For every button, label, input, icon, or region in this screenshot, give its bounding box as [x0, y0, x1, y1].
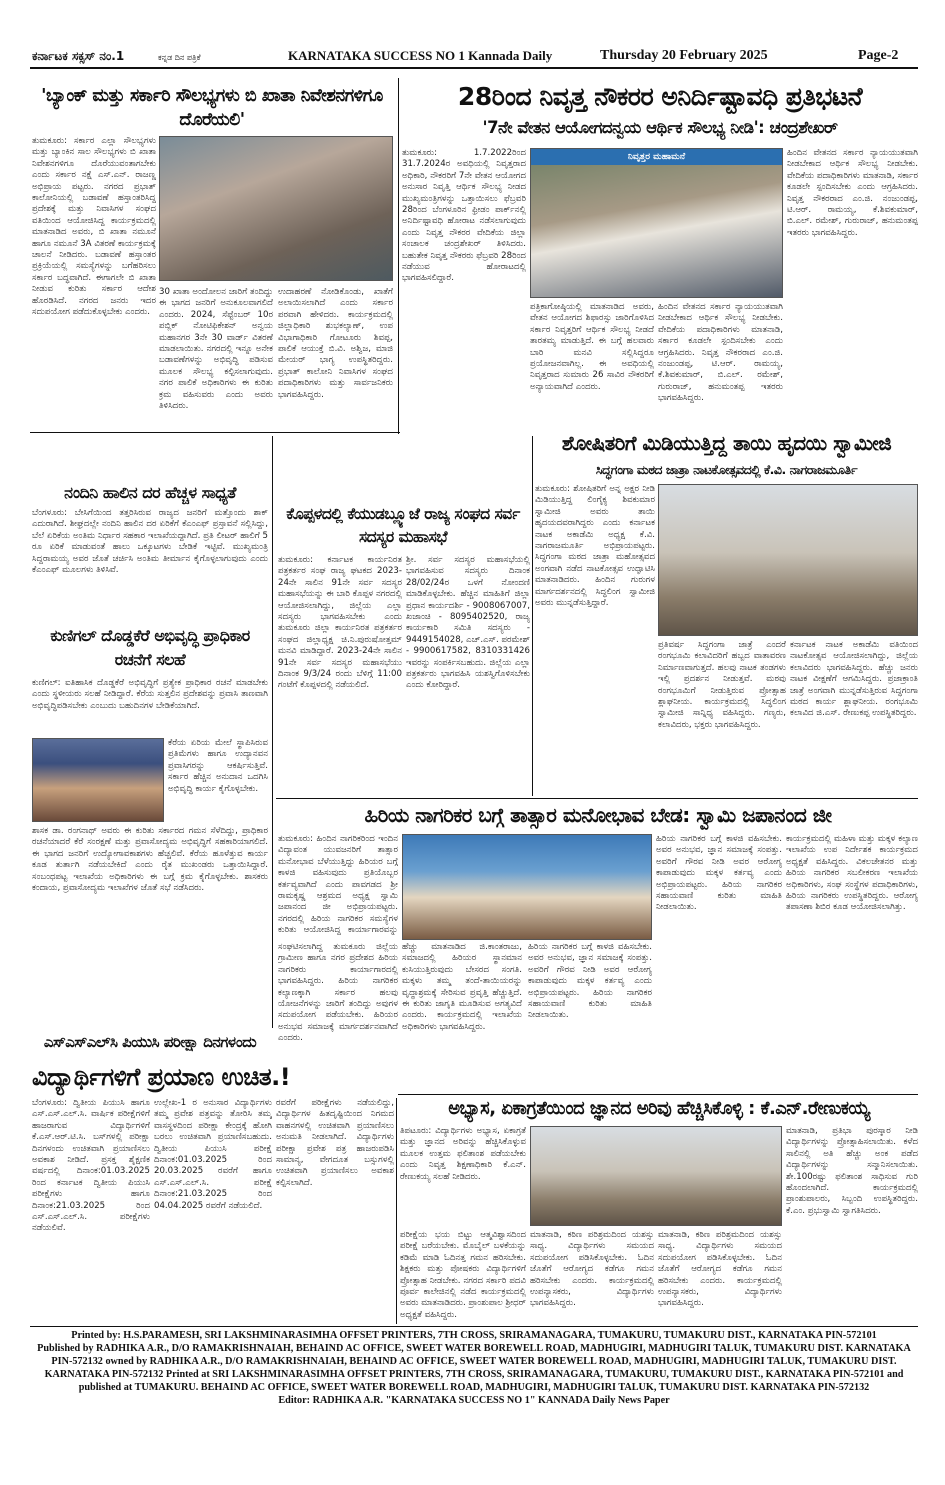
column-divider-3 [532, 436, 533, 796]
study-col4: ಮಾತನಾಡಿ, ಪ್ರತಿಭಾ ಪುರಸ್ಕಾರ ನೀಡಿ ವಿದ್ಯಾರ್ಥಿಗಳನ್ನು ಪ್ರೋತ್ಸಾಹಿಸಲಾಯಿತು. ಕಳೆದ ಸಾಲಿನಲ್ಲಿ ಅತಿ ಹೆಚ್ಚು ಅಂಕ ಪಡೆದ ವಿದ್ಯಾರ್ಥಿಗಳನ್ನು ಸನ್ಮಾನಿಸಲಾಯಿತು. ಶೇ.100ರಷ್ಟು ಫಲಿತಾಂಶ ಸಾಧಿಸುವ ಗುರಿ ಹೊಂದಲಾಗಿದೆ. ಕಾರ್ಯಕ್ರಮದಲ್ಲಿ ಪ್ರಾಂಶುಪಾಲರು, ಸಿಬ್ಬಂದಿ ಉಪಸ್ಥಿತರಿದ್ದರು. ಕೆ.ಎಂ. ಪ್ರಭುಸ್ವಾಮಿ ಸ್ವಾಗತಿಸಿದರು. [786, 1126, 918, 1216]
koppal-col2: ಶ್ರೀ. ಸರ್ವ ಸದಸ್ಯರ ಮಹಾಸಭೆಯಲ್ಲಿ ಭಾಗವಹಿಸುವ ಸದಸ್ಯರು ದಿನಾಂಕ 28/02/24ರ ಒಳಗೆ ನೋಂದಣಿ ಮಾಡಿಕೊಳ್ಳಬೇಕು. ಹೆಚ್ಚಿನ ಮಾಹಿತಿಗೆ ಜಿಲ್ಲಾ ಪ್ರಧಾನ ಕಾರ್ಯದರ್ಶಿ - 9008067007, ಖಜಾಂಚಿ - 8095402520, ರಾಜ್ಯ ಕಾರ್ಯಕಾರಿ ಸಮಿತಿ ಸದಸ್ಯರು - 9449154028, ಎಚ್.ಎಸ್. ಪರಮೇಶ್ - 9900617582, 8310331426 ಇವರನ್ನು ಸಂಪರ್ಕಿಸಬಹುದು. ಜಿಲ್ಲೆಯ ಎಲ್ಲಾ ಪತ್ರಕರ್ತರು ಭಾಗವಹಿಸಿ ಯಶಸ್ವಿಗೊಳಿಸಬೇಕು ಎಂದು ಕೋರಿದ್ದಾರೆ. [406, 555, 530, 691]
milk-body: ಬೆಂಗಳೂರು: ಬೇಸಿಗೆಯಿಂದ ತತ್ತರಿಸಿರುವ ರಾಜ್ಯದ ಜನರಿಗೆ ಮತ್ತೊಂದು ಶಾಕ್ ಎದುರಾಗಿದೆ. ಶೀಘ್ರದಲ್ಲೇ ನಂದಿನಿ ಹಾಲಿನ ದರ ಏರಿಕೆಗೆ ಕೆಎಂಎಫ್ ಪ್ರಸ್ತಾವನೆ ಸಲ್ಲಿಸಿದ್ದು, ಬೆಲೆ ಏರಿಕೆಯ ಅಂತಿಮ ನಿರ್ಧಾರ ಸಹಕಾರ ಇಲಾಖೆಯದ್ದಾಗಿದೆ. ಪ್ರತಿ ಲೀಟರ್ ಹಾಲಿಗೆ 5 ರೂ ಏರಿಕೆ ಮಾಡುವಂತೆ ಹಾಲು ಒಕ್ಕೂಟಗಳು ಬೇಡಿಕೆ ಇಟ್ಟಿವೆ. ಮುಖ್ಯಮಂತ್ರಿ ಸಿದ್ದರಾಮಯ್ಯ ಅವರ ಜೊತೆ ಚರ್ಚಿಸಿ ಅಂತಿಮ ತೀರ್ಮಾನ ಕೈಗೊಳ್ಳಲಾಗುವುದು ಎಂದು ಕೆಎಂಎಫ್ ಮೂಲಗಳು ತಿಳಿಸಿವೆ. [32, 508, 268, 576]
retired-col3: ಹಿಂದಿನ ವೇತನದ ಸರ್ಕಾರ ನ್ಯಾಯಯುತವಾಗಿ ನೀಡಬೇಕಾದ ಆರ್ಥಿಕ ಸೌಲಭ್ಯ ನೀಡಬೇಕು. ವೇದಿಕೆಯ ಪದಾಧಿಕಾರಿಗಳು ಮಾತನಾಡಿ, ಸರ್ಕಾರ ಕೂಡಲೇ ಸ್ಪಂದಿಸಬೇಕು ಎಂದು ಆಗ್ರಹಿಸಿದರು. ನಿವೃತ್ತ ನೌಕರರಾದ ಎಂ.ಜಿ. ನಂಜುಂಡಪ್ಪ, ಟಿ.ಆರ್. ರಾಮಯ್ಯ, ಕೆ.ಶಿವಕುಮಾರ್, ಬಿ.ಎಲ್. ರಮೇಶ್, ಗುರುರಾಜ್, ಹನುಮಂತಪ್ಪ ಇತರರು ಭಾಗವಹಿಸಿದ್ದರು. [787, 148, 918, 238]
footer-rule [30, 1326, 918, 1327]
footer-line-4: KARNATAKA PIN-572132 Printed at SRI LAKSHMINARASIMHA OFFSET PRINTERS, 7TH CROSS, SRIRAMANAGARA, TUMAKURU, TUMAKURU DIST., KARNATAKA PIN-572101 and [44, 1369, 904, 1380]
column-divider-4 [396, 1098, 397, 1324]
kunigal-body3: ಶಾಸಕ ಡಾ. ರಂಗನಾಥ್ ಅವರು ಈ ಕುರಿತು ಸರ್ಕಾರದ ಗಮನ ಸೆಳೆದಿದ್ದು, ಪ್ರಾಧಿಕಾರ ರಚನೆಯಾದರೆ ಕೆರೆ ಸಂರಕ್ಷಣೆ ಮತ್ತು ಪ್ರವಾಸೋದ್ಯಮ ಅಭಿವೃದ್ಧಿಗೆ ಸಹಕಾರಿಯಾಗಲಿದೆ. ಈ ಭಾಗದ ಜನರಿಗೆ ಉದ್ಯೋಗಾವಕಾಶಗಳು ಹೆಚ್ಚಲಿವೆ. ಕೆರೆಯ ಹೂಳೆತ್ತುವ ಕಾರ್ಯ ಕೂಡ ತುರ್ತಾಗಿ ನಡೆಯಬೇಕಿದೆ ಎಂದು ರೈತ ಮುಖಂಡರು ಒತ್ತಾಯಿಸಿದ್ದಾರೆ. ಸಂಬಂಧಪಟ್ಟ ಇಲಾಖೆಯ ಅಧಿಕಾರಿಗಳು ಈ ಬಗ್ಗೆ ಕ್ರಮ ಕೈಗೊಳ್ಳಬೇಕು. ಶಾಸಕರು ಕಂದಾಯ, ಪ್ರವಾಸೋದ್ಯಮ ಇಲಾಖೆಗಳ ಜೊತೆ ಸಭೆ ನಡೆಸಿದರು. [32, 826, 268, 894]
elders-col2: ಸಂಘಟಿಸಲಾಗಿದ್ದ ತುಮಕೂರು ಜಿಲ್ಲೆಯ ಗ್ರಾಮೀಣ ಹಾಗೂ ನಗರ ಪ್ರದೇಶದ ಹಿರಿಯ ನಾಗರಿಕರು ಕಾರ್ಯಾಗಾರದಲ್ಲಿ ಭಾಗವಹಿಸಿದ್ದರು. ಹಿರಿಯ ನಾಗರಿಕರ ಕಲ್ಯಾಣಕ್ಕಾಗಿ ಸರ್ಕಾರ ಹಲವು ಯೋಜನೆಗಳನ್ನು ಜಾರಿಗೆ ತಂದಿದ್ದು ಅವುಗಳ ಸದುಪಯೋಗ ಪಡೆಯಬೇಕು. ಹಿರಿಯರ ಅನುಭವ ಸಮಾಜಕ್ಕೆ ಮಾರ್ಗದರ್ಶನವಾಗಿದೆ ಎಂದರು. [278, 942, 398, 1044]
column-divider-2 [272, 436, 273, 1028]
milk-headline: ನಂದಿನಿ ಹಾಲಿನ ದರ ಹೆಚ್ಚಳ ಸಾಧ್ಯತೆ [64, 483, 236, 502]
bank-col2: 30 ಖಾತಾ ಅಂದೋಲನ ಜಾರಿಗೆ ತಂದಿದ್ದು ಈ ಭಾಗದ ಜನರಿಗೆ ಅನುಕೂಲವಾಗಲಿದೆ ಎಂದರು. 2024, ಸೆಪ್ಟೆಂಬರ್ 10ರ ಪಬ್ಲಿಕ್ ನೋಟಿಫಿಕೇಶನ್ ಅನ್ವಯ ಮಹಾನಗರ 3ನೇ 30 ವಾರ್ಡ್ ವಿತರಣೆ ಮಾಡಲಾಯಿತು. ನಗರದಲ್ಲಿ ಇನ್ನೂ ಅನೇಕ ಬಡಾವಣೆಗಳನ್ನು ಅಭಿವೃದ್ಧಿ ಪಡಿಸುವ ಮೂಲಕ ಸೌಲಭ್ಯ ಕಲ್ಪಿಸಲಾಗುವುದು. ನಗರ ಪಾಲಿಕೆ ಅಧಿಕಾರಿಗಳು ಈ ಕುರಿತು ಕ್ರಮ ವಹಿಸುವರು ಎಂದು ಅವರು ತಿಳಿಸಿದರು. [159, 287, 273, 412]
elders-col4: ಹಿರಿಯ ನಾಗರಿಕರ ಬಗ್ಗೆ ಕಾಳಜಿ ವಹಿಸಬೇಕು. ಅವರ ಅನುಭವ, ಜ್ಞಾನ ಸಮಾಜಕ್ಕೆ ಸಂಪತ್ತು. ಅವರಿಗೆ ಗೌರವ ನೀಡಿ ಅವರ ಆರೋಗ್ಯ ಕಾಪಾಡುವುದು ಮಕ್ಕಳ ಕರ್ತವ್ಯ ಎಂದು ಅಭಿಪ್ರಾಯಪಟ್ಟರು. ಹಿರಿಯ ನಾಗರಿಕರ ಸಹಾಯವಾಣಿ ಕುರಿತು ಮಾಹಿತಿ ನೀಡಲಾಯಿತು. [528, 942, 652, 1021]
retired-photo-banner: ನಿವೃತ್ತರ ಮಹಾಮನೆ [531, 149, 782, 165]
swamiji-photo [658, 484, 918, 636]
kunigal-body2: ಕೆರೆಯ ಏರಿಯ ಮೇಲೆ ಸ್ಥಾಪಿಸಿರುವ ಪ್ರತಿಮೆಗಳು ಹಾಗೂ ಉದ್ಯಾನವನ ಪ್ರವಾಸಿಗರನ್ನು ಆಕರ್ಷಿಸುತ್ತಿವೆ. ಸರ್ಕಾರ ಹೆಚ್ಚಿನ ಅನುದಾನ ಒದಗಿಸಿ ಅಭಿವೃದ್ಧಿ ಕಾರ್ಯ ಕೈಗೊಳ್ಳಬೇಕು. [168, 738, 268, 794]
section-divider [30, 432, 400, 433]
bank-col1: ತುಮಕೂರು: ಸರ್ಕಾರ ಎಲ್ಲಾ ಸೌಲಭ್ಯಗಳು ಮತ್ತು ಬ್ಯಾಂಕಿನ ಸಾಲ ಸೌಲಭ್ಯಗಳು ಬಿ ಖಾತಾ ನಿವೇಶನಗಳಿಗೂ ದೊರೆಯುವಂತಾಗಬೇಕು ಎಂದು ಸರ್ಕಾರ ನಕ್ಷೆ ಎಸ್.ಎನ್. ರಾಜಣ್ಣ ಅಭಿಪ್ರಾಯ ಪಟ್ಟರು. ನಗರದ ಪ್ರಭಾತ್ ಕಾಲೋನಿಯಲ್ಲಿ ಬಡಾವಣೆ ಹಸ್ತಾಂತರಿಸಿದ್ದ ಪ್ರದೇಶಕ್ಕೆ ಮತ್ತು ನಿವಾಸಿಗಳ ಸಂಘದ ವತಿಯಿಂದ ಆಯೋಜಿಸಿದ್ದ ಕಾರ್ಯಕ್ರಮದಲ್ಲಿ ಮಾತನಾಡಿದ ಅವರು, ಬಿ ಖಾತಾ ನಮೂನೆ ಹಾಗೂ ನಮೂನೆ 3A ವಿತರಣೆ ಕಾರ್ಯಕ್ರಮಕ್ಕೆ ಚಾಲನೆ ನೀಡಿದರು. ಬಡಾವಣೆ ಹಸ್ತಾಂತರ ಪ್ರಕ್ರಿಯೆಯಲ್ಲಿ ಸಮಸ್ಯೆಗಳನ್ನು ಬಗೆಹರಿಸಲು ಸರ್ಕಾರ ಬದ್ಧವಾಗಿದೆ. ಈಗಾಗಲೇ ಬಿ ಖಾತಾ ನೀಡುವ ಕುರಿತು ಸರ್ಕಾರ ಆದೇಶ ಹೊರಡಿಸಿದೆ. ನಗರದ ಜನರು ಇದರ ಸದುಪಯೋಗ ಪಡೆದುಕೊಳ್ಳಬೇಕು ಎಂದರು. [32, 136, 156, 318]
retired-photo [530, 148, 783, 298]
footer-line-1: Printed by: H.S.PARAMESH, SRI LAKSHMINARASIMHA OFFSET PRINTERS, 7TH CROSS, SRIRAMANAGARA, TUMAKURU, TUMAKURU DIST., KARNATAKA PIN-572101 [71, 1330, 877, 1341]
sslc-kicker: ಎಸ್‌ಎಸ್‌ಎಲ್‌ಸಿ ಪಿಯುಸಿ ಪರೀಕ್ಷಾ ದಿನಗಳಂದು [43, 1033, 257, 1051]
elders-headline: ಹಿರಿಯ ನಾಗರಿಕರ ಬಗ್ಗೆ ತಾತ್ಸಾರ ಮನೋಭಾವ ಬೇಡ: ಸ್ವಾಮಿ ಜಪಾನಂದ ಜೀ [364, 803, 832, 827]
section-divider-3 [398, 1094, 918, 1095]
study-col1: ತಿಪಟೂರು: ವಿದ್ಯಾರ್ಥಿಗಳು ಅಭ್ಯಾಸ, ಏಕಾಗ್ರತೆ ಮತ್ತು ಜ್ಞಾನದ ಅರಿವನ್ನು ಹೆಚ್ಚಿಸಿಕೊಳ್ಳುವ ಮೂಲಕ ಉತ್ತಮ ಫಲಿತಾಂಶ ಪಡೆಯಬೇಕು ಎಂದು ನಿವೃತ್ತ ಶಿಕ್ಷಣಾಧಿಕಾರಿ ಕೆ.ಎನ್. ರೇಣುಕಯ್ಯ ಸಲಹೆ ನೀಡಿದರು. [400, 1126, 526, 1182]
bank-headline: 'ಬ್ಯಾಂಕ್ ಮತ್ತು ಸರ್ಕಾರಿ ಸೌಲಭ್ಯಗಳು ಬಿ ಖಾತಾ ನಿವೇಶನಗಳಿಗೂ ದೊರೆಯಲಿ' [41, 86, 383, 130]
bank-photo [159, 136, 393, 281]
elders-photo [402, 834, 652, 940]
retired-col2: ಪತ್ರಿಕಾಗೋಷ್ಠಿಯಲ್ಲಿ ಮಾತನಾಡಿದ ಅವರು, ವೇತನ ಆಯೋಗದ ಶಿಫಾರಸ್ಸು ಜಾರಿಗೊಳಿಸಿದ ಸರ್ಕಾರ ನಿವೃತ್ತರಿಗೆ ಆರ್ಥಿಕ ಸೌಲಭ್ಯ ನೀಡದೆ ತಾರತಮ್ಯ ಮಾಡುತ್ತಿದೆ. ಈ ಬಗ್ಗೆ ಹಲವಾರು ಬಾರಿ ಮನವಿ ಸಲ್ಲಿಸಿದ್ದರೂ ಪ್ರಯೋಜನವಾಗಿಲ್ಲ. ಈ ಅವಧಿಯಲ್ಲಿ ನಿವೃತ್ತರಾದ ಸುಮಾರು 26 ಸಾವಿರ ನೌಕರರಿಗೆ ಅನ್ಯಾಯವಾಗಿದೆ ಎಂದರು. [530, 302, 654, 392]
retired-subhead: '7ನೇ ವೇತನ ಆಯೋಗದನ್ವಯ ಆರ್ಥಿಕ ಸೌಲಭ್ಯ ನೀಡಿ': ಚಂದ್ರಶೇಖರ್ [482, 118, 838, 137]
kunigal-body1: ಕುಣಿಗಲ್: ಐತಿಹಾಸಿಕ ದೊಡ್ಡಕೆರೆ ಅಭಿವೃದ್ಧಿಗೆ ಪ್ರತ್ಯೇಕ ಪ್ರಾಧಿಕಾರ ರಚನೆ ಮಾಡಬೇಕು ಎಂದು ಸ್ಥಳೀಯರು ಸಲಹೆ ನೀಡಿದ್ದಾರೆ. ಕೆರೆಯ ಸುತ್ತಲಿನ ಪ್ರದೇಶವನ್ನು ಪ್ರವಾಸಿ ತಾಣವಾಗಿ ಅಭಿವೃದ್ಧಿಪಡಿಸಬೇಕು ಎಂಬುದು ಬಹುದಿನಗಳ ಬೇಡಿಕೆಯಾಗಿದೆ. [32, 678, 268, 711]
masthead-date: Thursday 20 February 2025 [600, 48, 768, 63]
masthead-title-kannada: ಕರ್ನಾಟಕ ಸಕ್ಸಸ್ ನಂ.1 [32, 49, 125, 63]
swamiji-col3: ಕರ್ನಾಟಕ ನಾಟಕ ಅಕಾಡೆಮಿ ವತಿಯಿಂದ ನಾಟಕೋತ್ಸವ ಆಯೋಜಿಸಲಾಗಿದ್ದು, ಜಿಲ್ಲೆಯ ಕಲಾವಿದರು ಭಾಗವಹಿಸಿದ್ದರು. ಹೆಚ್ಚು ಜನರು ನಾಟಕ ವೀಕ್ಷಣೆಗೆ ಆಗಮಿಸಿದ್ದರು. ಪ್ರಜಾಕ್ರಾಂತಿ ಜಾತ್ರೆ ಅಂಗವಾಗಿ ಮುನ್ನಡೆಸುತ್ತಿರುವ ಸಿದ್ಧಗಂಗಾ ಮಠದ ಕಾರ್ಯ ಶ್ಲಾಘನೀಯ. ರಂಗಭೂಮಿ ಕಲಾವಿದ ಜಿ.ಎಸ್. ರೇಣುಕಪ್ಪ ಉಪಸ್ಥಿತರಿದ್ದರು. [790, 640, 918, 719]
retired-col2b: ಹಿಂದಿನ ವೇತನದ ಸರ್ಕಾರ ನ್ಯಾಯಯುತವಾಗಿ ನೀಡಬೇಕಾದ ಆರ್ಥಿಕ ಸೌಲಭ್ಯ ನೀಡಬೇಕು. ವೇದಿಕೆಯ ಪದಾಧಿಕಾರಿಗಳು ಮಾತನಾಡಿ, ಸರ್ಕಾರ ಕೂಡಲೇ ಸ್ಪಂದಿಸಬೇಕು ಎಂದು ಆಗ್ರಹಿಸಿದರು. ನಿವೃತ್ತ ನೌಕರರಾದ ಎಂ.ಜಿ. ನಂಜುಂಡಪ್ಪ, ಟಿ.ಆರ್. ರಾಮಯ್ಯ, ಕೆ.ಶಿವಕುಮಾರ್, ಬಿ.ಎಲ್. ರಮೇಶ್, ಗುರುರಾಜ್, ಹನುಮಂತಪ್ಪ ಇತರರು ಭಾಗವಹಿಸಿದ್ದರು. [658, 302, 783, 404]
masthead-title-english: KARNATAKA SUCCESS NO 1 Kannada Daily [288, 48, 553, 63]
footer-line-3: PIN-572132 owned by RADHIKA A.R., D/O RAMAKRISHNAIAH, BEHAIND AC OFFICE, SWEET WATER BOREWELL ROAD, MADHUGIRI, MADHUGIRI TALUK, TUMAKURU DIST. [51, 1356, 897, 1367]
masthead-tagline: ಕನ್ನಡ ದಿನ ಪತ್ರಿಕೆ [158, 53, 201, 62]
kunigal-headline: ಕುಣಿಗಲ್ ದೊಡ್ಡಕೆರೆ ಅಭಿವೃದ್ಧಿ ಪ್ರಾಧಿಕಾರ ರಚನೆಗೆ ಸಲಹೆ [50, 626, 250, 669]
footer-line-5: published at TUMAKURU. BEHAIND AC OFFICE, SWEET WATER BOREWELL ROAD, MADHUGIRI, MADHUGIRI TALUK, TUMAKURU DIST. KARNATAKA PIN-572132 [78, 1382, 870, 1393]
sslc-col3: ರವರೆಗೆ ಪರೀಕ್ಷೆಗಳು ನಡೆಯಲಿದ್ದು, ವಿದ್ಯಾರ್ಥಿಗಳ ಹಿತದೃಷ್ಟಿಯಿಂದ ನಿಗಮದ ವಾಹನಗಳಲ್ಲಿ ಉಚಿತವಾಗಿ ಪ್ರಯಾಣಿಸಲು ಅನುಮತಿ ನೀಡಲಾಗಿದೆ. ವಿದ್ಯಾರ್ಥಿಗಳು ಪರೀಕ್ಷಾ ಪ್ರವೇಶ ಪತ್ರ ಹಾಜರುಪಡಿಸಿ ಸಾಮಾನ್ಯ, ವೇಗದೂತ ಬಸ್ಸುಗಳಲ್ಲಿ ಉಚಿತವಾಗಿ ಪ್ರಯಾಣಿಸಲು ಅವಕಾಶ ಕಲ್ಪಿಸಲಾಗಿದೆ. [276, 1098, 394, 1188]
section-divider-2 [276, 798, 918, 799]
sslc-col1: ಬೆಂಗಳೂರು: ದ್ವಿತೀಯ ಪಿಯುಸಿ ಹಾಗೂ ಎಸ್.ಎಸ್.ಎಲ್.ಸಿ. ವಾರ್ಷಿಕ ಪರೀಕ್ಷೆಗಳಿಗೆ ಹಾಜರಾಗುವ ವಿದ್ಯಾರ್ಥಿಗಳಿಗೆ ಕೆ.ಎಸ್.ಆರ್.ಟಿ.ಸಿ. ಬಸ್‌ಗಳಲ್ಲಿ ಪರೀಕ್ಷಾ ದಿನಗಳಂದು ಉಚಿತವಾಗಿ ಪ್ರಯಾಣಿಸಲು ಅವಕಾಶ ನೀಡಿದೆ. ಪ್ರಸಕ್ತ ಶೈಕ್ಷಣಿಕ ವರ್ಷದಲ್ಲಿ ದಿನಾಂಕ:01.03.2025 ರಿಂದ ಕರ್ನಾಟಕ ದ್ವಿತೀಯ ಪಿಯುಸಿ ಪರೀಕ್ಷೆಗಳು ಹಾಗೂ ದಿನಾಂಕ:21.03.2025 ರಿಂದ ಎಸ್.ಎಸ್.ಎಲ್.ಸಿ. ಪರೀಕ್ಷೆಗಳು ನಡೆಯಲಿವೆ. [32, 1098, 150, 1234]
page-number: Page-2 [858, 48, 899, 63]
footer-line-2: Published by RADHIKA A.R., D/O RAMAKRISHNAIAH, BEHAIND AC OFFICE, SWEET WATER BOREWELL ROAD, MADHUGIRI, MADHUGIRI TALUK, TUMAKURU DIST. KARNATAKA [37, 1343, 911, 1354]
bank-col3: ಉದಾಹರಣೆ ನೋಡಿಕೊಂಡು, ಖಾತೆಗೆ ಅಲಾಯಿಸಲಾಗಿದೆ ಎಂದು ಸರ್ಕಾರ ಪರವಾಗಿ ಹೇಳಿದರು. ಕಾರ್ಯಕ್ರಮದಲ್ಲಿ ಜಿಲ್ಲಾಧಿಕಾರಿ ಶುಭಕಲ್ಯಾಣ್, ಉಪ ವಿಭಾಗಾಧಿಕಾರಿ ಗೋಟೂರು ಶಿವಪ್ಪ, ಪಾಲಿಕೆ ಆಯುಕ್ತೆ ಬಿ.ವಿ. ಅಶ್ವಿಜ, ಮಾಜಿ ಮೇಯರ್ ಭಾಗ್ಯ ಉಪಸ್ಥಿತರಿದ್ದರು. ಪ್ರಭಾತ್ ಕಾಲೋನಿ ನಿವಾಸಿಗಳ ಸಂಘದ ಪದಾಧಿಕಾರಿಗಳು ಮತ್ತು ಸಾರ್ವಜನಿಕರು ಭಾಗವಹಿಸಿದ್ದರು. [278, 287, 393, 400]
study-col3b: ಮಾತನಾಡಿ, ಕಠಿಣ ಪರಿಶ್ರಮದಿಂದ ಯಶಸ್ಸು ಸಾಧ್ಯ. ವಿದ್ಯಾರ್ಥಿಗಳು ಸಮಯದ ಸದುಪಯೋಗ ಪಡಿಸಿಕೊಳ್ಳಬೇಕು. ಓದಿನ ಜೊತೆಗೆ ಆರೋಗ್ಯದ ಕಡೆಗೂ ಗಮನ ಹರಿಸಬೇಕು ಎಂದರು. ಕಾರ್ಯಕ್ರಮದಲ್ಲಿ ಉಪನ್ಯಾಸಕರು, ವಿದ್ಯಾರ್ಥಿಗಳು ಭಾಗವಹಿಸಿದ್ದರು. [658, 1230, 782, 1309]
masthead-rule [30, 67, 918, 69]
swamiji-headline: ಶೋಷಿತರಿಗೆ ಮಿಡಿಯುತ್ತಿದ್ದ ತಾಯಿ ಹೃದಯಿ ಸ್ವಾಮೀಜಿ [561, 431, 892, 455]
elders-col1: ತುಮಕೂರು: ಹಿಂದಿನ ನಾಗರಿಕರಿಂದ ಇಂದಿನ ವಿದ್ಯಾವಂತ ಯುವಜನರಿಗೆ ತಾತ್ಸಾರ ಮನೋಭಾವ ಬೆಳೆಯುತ್ತಿದ್ದು ಹಿರಿಯರ ಬಗ್ಗೆ ಕಾಳಜಿ ವಹಿಸುವುದು ಪ್ರತಿಯೊಬ್ಬರ ಕರ್ತವ್ಯವಾಗಿದೆ ಎಂದು ಪಾವಗಡದ ಶ್ರೀ ರಾಮಕೃಷ್ಣ ಆಶ್ರಮದ ಅಧ್ಯಕ್ಷ ಸ್ವಾಮಿ ಜಪಾನಂದ ಜೀ ಅಭಿಪ್ರಾಯಪಟ್ಟರು. ನಗರದಲ್ಲಿ ಹಿರಿಯ ನಾಗರಿಕರ ಸಮಸ್ಯೆಗಳ ಕುರಿತು ಆಯೋಜಿಸಿದ್ದ ಕಾರ್ಯಾಗಾರವನ್ನು [278, 834, 398, 936]
swamiji-col2: ಪ್ರತಿವರ್ಷ ಸಿದ್ಧಗಂಗಾ ಜಾತ್ರೆ ಎಂದರೆ ರಂಗಭೂಮಿ ಕಲಾವಿದರಿಗೆ ಹಬ್ಬದ ವಾತಾವರಣ ನಿರ್ಮಾಣವಾಗುತ್ತದೆ. ಹಲವು ನಾಟಕ ತಂಡಗಳು ಇಲ್ಲಿ ಪ್ರದರ್ಶನ ನೀಡುತ್ತವೆ. ಮಠವು ರಂಗಭೂಮಿಗೆ ನೀಡುತ್ತಿರುವ ಪ್ರೋತ್ಸಾಹ ಶ್ಲಾಘನೀಯ. ಕಾರ್ಯಕ್ರಮದಲ್ಲಿ ಸಿದ್ಧಲಿಂಗ ಸ್ವಾಮೀಜಿ ಸಾನ್ನಿಧ್ಯ ವಹಿಸಿದ್ದರು. ಗಣ್ಯರು, ಕಲಾವಿದರು, ಭಕ್ತರು ಭಾಗವಹಿಸಿದ್ದರು. [658, 640, 786, 730]
study-photo [530, 1126, 782, 1226]
sslc-headline: ವಿದ್ಯಾರ್ಥಿಗಳಿಗೆ ಪ್ರಯಾಣ ಉಚಿತ.! [32, 1063, 291, 1091]
swamiji-subhead: ಸಿದ್ಧಗಂಗಾ ಮಠದ ಜಾತ್ರಾ ನಾಟಕೋತ್ಸವದಲ್ಲಿ ಕೆ.ವಿ. ನಾಗರಾಜಮೂರ್ತಿ [595, 462, 858, 477]
column-divider [398, 78, 399, 434]
koppal-headline: ಕೊಪ್ಪಳದಲ್ಲಿ ಕೆಯುಡಬ್ಲ್ಯೂಜೆ ರಾಜ್ಯ ಸಂಘದ ಸರ್ವ ಸದಸ್ಯರ ಮಹಾಸಭೆ [286, 505, 520, 546]
retired-headline: 28ರಿಂದ ನಿವೃತ್ತ ನೌಕರರ ಅನಿರ್ದಿಷ್ಟಾವಧಿ ಪ್ರತಿಭಟನೆ [457, 82, 863, 111]
footer-editor: Editor: RADHIKA A.R. "KARNATAKA SUCCESS NO 1" KANNADA Daily News Paper [278, 1395, 670, 1406]
elders-col4b: ಹಿರಿಯ ನಾಗರಿಕರ ಬಗ್ಗೆ ಕಾಳಜಿ ವಹಿಸಬೇಕು. ಅವರ ಅನುಭವ, ಜ್ಞಾನ ಸಮಾಜಕ್ಕೆ ಸಂಪತ್ತು. ಅವರಿಗೆ ಗೌರವ ನೀಡಿ ಅವರ ಆರೋಗ್ಯ ಕಾಪಾಡುವುದು ಮಕ್ಕಳ ಕರ್ತವ್ಯ ಎಂದು ಅಭಿಪ್ರಾಯಪಟ್ಟರು. ಹಿರಿಯ ನಾಗರಿಕರ ಸಹಾಯವಾಣಿ ಕುರಿತು ಮಾಹಿತಿ ನೀಡಲಾಯಿತು. [656, 834, 782, 913]
sslc-col2: ಉಲ್ಲೇಖ-1 ರ ಅನುಸಾರ ವಿದ್ಯಾರ್ಥಿಗಳು ತಮ್ಮ ಪ್ರವೇಶ ಪತ್ರವನ್ನು ತೋರಿಸಿ ತಮ್ಮ ವಾಸಸ್ಥಳದಿಂದ ಪರೀಕ್ಷಾ ಕೇಂದ್ರಕ್ಕೆ ಹೋಗಿ ಬರಲು ಉಚಿತವಾಗಿ ಪ್ರಯಾಣಿಸಬಹುದು. ದ್ವಿತೀಯ ಪಿಯುಸಿ ಪರೀಕ್ಷೆ ದಿನಾಂಕ:01.03.2025 ರಿಂದ 20.03.2025 ರವರೆಗೆ ಹಾಗೂ ಎಸ್.ಎಸ್.ಎಲ್.ಸಿ. ಪರೀಕ್ಷೆ ದಿನಾಂಕ:21.03.2025 ರಿಂದ 04.04.2025 ರವರೆಗೆ ನಡೆಯಲಿದೆ. [154, 1098, 272, 1211]
study-headline: ಅಭ್ಯಾಸ, ಏಕಾಗ್ರತೆಯಿಂದ ಜ್ಞಾನದ ಅರಿವು ಹೆಚ್ಚಿಸಿಕೊಳ್ಳಿ : ಕೆ.ಎನ್.ರೇಣುಕಯ್ಯ [448, 1098, 870, 1119]
kunigal-photo [32, 738, 164, 822]
koppal-col1: ತುಮಕೂರು: ಕರ್ನಾಟಕ ಕಾರ್ಯನಿರತ ಪತ್ರಕರ್ತರ ಸಂಘ ರಾಜ್ಯ ಘಟಕದ 2023-24ನೇ ಸಾಲಿನ 91ನೇ ಸರ್ವ ಸದಸ್ಯರ ಮಹಾಸಭೆಯನ್ನು ಈ ಬಾರಿ ಕೊಪ್ಪಳ ನಗರದಲ್ಲಿ ಆಯೋಜಿಸಲಾಗಿದ್ದು, ಜಿಲ್ಲೆಯ ಎಲ್ಲಾ ಸದಸ್ಯರು ಭಾಗವಹಿಸಬೇಕು ಎಂದು ತುಮಕೂರು ಜಿಲ್ಲಾ ಕಾರ್ಯನಿರತ ಪತ್ರಕರ್ತರ ಸಂಘದ ಜಿಲ್ಲಾಧ್ಯಕ್ಷ ಚಿ.ನಿ.ಪುರುಷೋತ್ತಮ್ ಮನವಿ ಮಾಡಿದ್ದಾರೆ. 2023-24ನೇ ಸಾಲಿನ 91ನೇ ಸರ್ವ ಸದಸ್ಯರ ಮಹಾಸಭೆಯು ದಿನಾಂಕ 9/3/24 ರಂದು ಬೆಳಿಗ್ಗೆ 11:00 ಗಂಟೆಗೆ ಕೊಪ್ಪಳದಲ್ಲಿ ನಡೆಯಲಿದೆ. [278, 555, 402, 691]
elders-col5: ಕಾರ್ಯಕ್ರಮದಲ್ಲಿ ಮಹಿಳಾ ಮತ್ತು ಮಕ್ಕಳ ಕಲ್ಯಾಣ ಇಲಾಖೆಯ ಉಪ ನಿರ್ದೇಶಕ ಕಾರ್ಯಕ್ರಮದ ಅಧ್ಯಕ್ಷತೆ ವಹಿಸಿದ್ದರು. ವಿಕಲಚೇತನರ ಮತ್ತು ಹಿರಿಯ ನಾಗರಿಕರ ಸಬಲೀಕರಣ ಇಲಾಖೆಯ ಅಧಿಕಾರಿಗಳು, ಸಂಘ ಸಂಸ್ಥೆಗಳ ಪದಾಧಿಕಾರಿಗಳು, ಹಿರಿಯ ನಾಗರಿಕರು ಉಪಸ್ಥಿತರಿದ್ದರು. ಆರೋಗ್ಯ ತಪಾಸಣಾ ಶಿಬಿರ ಕೂಡ ಆಯೋಜಿಸಲಾಗಿತ್ತು. [786, 834, 918, 913]
swamiji-col1: ತುಮಕೂರು: ಶೋಷಿತರಿಗೆ ಅನ್ನ ಅಕ್ಷರ ನೀಡಿ ಮಿಡಿಯುತ್ತಿದ್ದ ಲಿಂಗೈಕ್ಯ ಶಿವಕುಮಾರ ಸ್ವಾಮೀಜಿ ಅವರು ತಾಯಿ ಹೃದಯದವರಾಗಿದ್ದರು ಎಂದು ಕರ್ನಾಟಕ ನಾಟಕ ಅಕಾಡೆಮಿ ಅಧ್ಯಕ್ಷ ಕೆ.ವಿ. ನಾಗರಾಜಮೂರ್ತಿ ಅಭಿಪ್ರಾಯಪಟ್ಟರು. ಸಿದ್ಧಗಂಗಾ ಮಠದ ಜಾತ್ರಾ ಮಹೋತ್ಸವದ ಅಂಗವಾಗಿ ನಡೆದ ನಾಟಕೋತ್ಸವ ಉದ್ಘಾಟಿಸಿ ಮಾತನಾಡಿದರು. ಹಿಂದಿನ ಗುರುಗಳ ಮಾರ್ಗದರ್ಶನದಲ್ಲಿ ಸಿದ್ಧಲಿಂಗ ಸ್ವಾಮೀಜಿ ಅವರು ಮುನ್ನಡೆಸುತ್ತಿದ್ದಾರೆ. [535, 484, 655, 609]
study-col2: ಪರೀಕ್ಷೆಯ ಭಯ ಬಿಟ್ಟು ಆತ್ಮವಿಶ್ವಾಸದಿಂದ ಪರೀಕ್ಷೆ ಬರೆಯಬೇಕು. ಮೊಬೈಲ್ ಬಳಕೆಯನ್ನು ಕಡಿಮೆ ಮಾಡಿ ಓದಿನತ್ತ ಗಮನ ಹರಿಸಬೇಕು. ಶಿಕ್ಷಕರು ಮತ್ತು ಪೋಷಕರು ವಿದ್ಯಾರ್ಥಿಗಳಿಗೆ ಪ್ರೋತ್ಸಾಹ ನೀಡಬೇಕು. ನಗರದ ಸರ್ಕಾರಿ ಪದವಿ ಪೂರ್ವ ಕಾಲೇಜಿನಲ್ಲಿ ನಡೆದ ಕಾರ್ಯಕ್ರಮದಲ್ಲಿ ಅವರು ಮಾತನಾಡಿದರು. ಪ್ರಾಂಶುಪಾಲ ಶ್ರೀಧರ್ ಅಧ್ಯಕ್ಷತೆ ವಹಿಸಿದ್ದರು. [400, 1230, 526, 1320]
elders-col3: ಹೆಚ್ಚು ಮಾತನಾಡಿದ ಜಿ.ಕಾಂತರಾಜು, ಸಮಾಜದಲ್ಲಿ ಹಿರಿಯರ ಸ್ಥಾನಮಾನ ಕುಸಿಯುತ್ತಿರುವುದು ಬೇಸರದ ಸಂಗತಿ. ಮಕ್ಕಳು ತಮ್ಮ ತಂದೆ-ತಾಯಿಯರನ್ನು ವೃದ್ಧಾಶ್ರಮಕ್ಕೆ ಸೇರಿಸುವ ಪ್ರವೃತ್ತಿ ಹೆಚ್ಚುತ್ತಿದೆ. ಈ ಕುರಿತು ಜಾಗೃತಿ ಮೂಡಿಸುವ ಅಗತ್ಯವಿದೆ ಎಂದರು. ಕಾರ್ಯಕ್ರಮದಲ್ಲಿ ಇಲಾಖೆಯ ಅಧಿಕಾರಿಗಳು ಭಾಗವಹಿಸಿದ್ದರು. [402, 942, 522, 1032]
retired-col1: ತುಮಕೂರು: 1.7.2022ರಿಂದ 31.7.2024ರ ಅವಧಿಯಲ್ಲಿ ನಿವೃತ್ತರಾದ ಅಧಿಕಾರಿ, ನೌಕರರಿಗೆ 7ನೇ ವೇತನ ಆಯೋಗದ ಅನುಸಾರ ನಿವೃತ್ತಿ ಆರ್ಥಿಕ ಸೌಲಭ್ಯ ನೀಡದ ಮುಖ್ಯಮಂತ್ರಿಗಳನ್ನು ಒತ್ತಾಯಿಸಲು ಫೆಬ್ರವರಿ 28ರಿಂದ ಬೆಂಗಳೂರಿನ ಫ್ರೀಡಂ ಪಾರ್ಕ್‌ನಲ್ಲಿ ಅನಿರ್ದಿಷ್ಟಾವಧಿ ಹೋರಾಟ ನಡೆಸಲಾಗುವುದು ಎಂದು ನಿವೃತ್ತ ನೌಕರರ ವೇದಿಕೆಯ ಜಿಲ್ಲಾ ಸಂಚಾಲಕ ಚಂದ್ರಶೇಖರ್ ತಿಳಿಸಿದರು. ಬಹುತೇಕ ನಿವೃತ್ತ ನೌಕರರು ಫೆಬ್ರವರಿ 28ರಿಂದ ನಡೆಯುವ ಹೋರಾಟದಲ್ಲಿ ಭಾಗವಹಿಸಲಿದ್ದಾರೆ. [402, 148, 526, 284]
study-col3: ಮಾತನಾಡಿ, ಕಠಿಣ ಪರಿಶ್ರಮದಿಂದ ಯಶಸ್ಸು ಸಾಧ್ಯ. ವಿದ್ಯಾರ್ಥಿಗಳು ಸಮಯದ ಸದುಪಯೋಗ ಪಡಿಸಿಕೊಳ್ಳಬೇಕು. ಓದಿನ ಜೊತೆಗೆ ಆರೋಗ್ಯದ ಕಡೆಗೂ ಗಮನ ಹರಿಸಬೇಕು ಎಂದರು. ಕಾರ್ಯಕ್ರಮದಲ್ಲಿ ಉಪನ್ಯಾಸಕರು, ವಿದ್ಯಾರ್ಥಿಗಳು ಭಾಗವಹಿಸಿದ್ದರು. [530, 1230, 654, 1309]
